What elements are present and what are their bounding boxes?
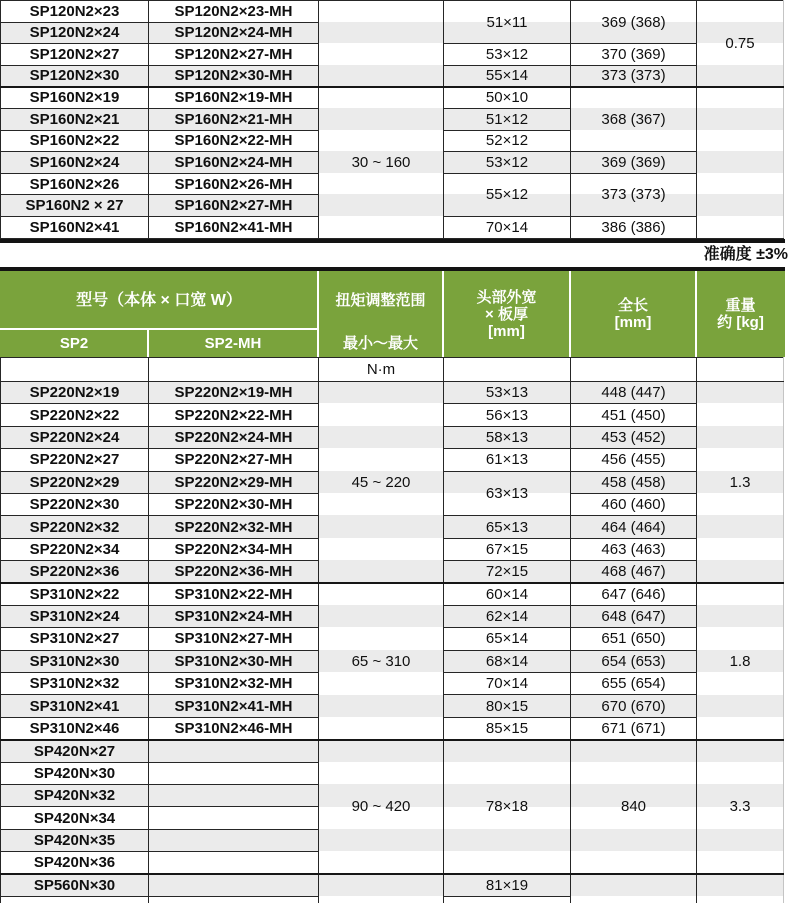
cell-length: 456 (455) [571, 449, 697, 471]
cell-sp2mh: SP310N2×24-MH [149, 605, 319, 627]
cell-length: 448 (447) [571, 382, 697, 404]
header-divider [569, 271, 571, 357]
cell-length: 655 (654) [571, 673, 697, 695]
header-model-group-title: 型号（本体 × 口宽 W） [76, 291, 242, 309]
cell-length: 369 (369) [571, 152, 697, 174]
cell-sp2: SP310N2×41 [1, 695, 149, 717]
cell-head: 58×13 [444, 426, 571, 448]
spec-table-main-body [0, 357, 785, 903]
cell-sp2: SP420N×34 [1, 807, 149, 829]
cell-length [571, 358, 697, 382]
cell-length: 670 (670) [571, 695, 697, 717]
cell-torque: 45 ~ 220 [319, 382, 444, 584]
cell-torque: 30 ~ 160 [319, 87, 444, 238]
cell-head: 61×13 [444, 449, 571, 471]
cell-weight: 1.8 [697, 583, 784, 740]
cell-weight [697, 87, 784, 238]
cell-sp2mh: SP220N2×22-MH [149, 404, 319, 426]
header-col-weight [696, 271, 785, 357]
cell-sp2mh [149, 874, 319, 896]
cell-length: 468 (467) [571, 561, 697, 583]
cell-sp2mh: SP220N2×24-MH [149, 426, 319, 448]
cell-torque: 90 ~ 420 [319, 740, 444, 874]
header-weight-line1: 重量 [725, 297, 756, 314]
cell-sp2mh [149, 785, 319, 807]
cell-sp2mh: SP310N2×22-MH [149, 583, 319, 605]
cell-sp2mh [149, 358, 319, 382]
cell-sp2mh [149, 852, 319, 874]
cell-sp2: SP120N2×30 [1, 65, 149, 87]
cell-torque [319, 874, 444, 903]
cell-length: 368 (367) [571, 87, 697, 152]
cell-head: 56×13 [444, 404, 571, 426]
cell-length: 386 (386) [571, 216, 697, 238]
cell-sp2: SP220N2×29 [1, 471, 149, 493]
cell-head: 51×11 [444, 1, 571, 44]
cell-length: 453 (452) [571, 426, 697, 448]
spec-table-main-grid [0, 357, 784, 903]
cell-length: 840 [571, 740, 697, 874]
cell-weight: 0.75 [697, 1, 784, 87]
cell-head: 55×12 [444, 173, 571, 216]
cell-sp2: SP420N×30 [1, 762, 149, 784]
cell-sp2: SP220N2×24 [1, 426, 149, 448]
cell-head [444, 896, 571, 903]
cell-weight [697, 358, 784, 382]
header-divider [317, 271, 319, 357]
cell-sp2: SP420N×36 [1, 852, 149, 874]
table-row [1, 358, 784, 382]
cell-length [571, 874, 697, 903]
header-col-torque-minmax: 最小～最大 [342, 334, 418, 352]
cell-head: 68×14 [444, 650, 571, 672]
cell-head: 72×15 [444, 561, 571, 583]
table-row [1, 382, 784, 404]
header-length-line1: 全长 [617, 297, 648, 314]
cell-head: 78×18 [444, 740, 571, 874]
cell-sp2mh: SP220N2×27-MH [149, 449, 319, 471]
cell-length: 458 (458) [571, 471, 697, 493]
cell-sp2mh: SP310N2×41-MH [149, 695, 319, 717]
cell-head: 65×14 [444, 628, 571, 650]
cell-head: 60×14 [444, 583, 571, 605]
header-col-head-size [443, 271, 570, 357]
cell-length: 671 (671) [571, 717, 697, 739]
table-row [1, 740, 784, 762]
cell-sp2: SP310N2×22 [1, 583, 149, 605]
cell-torque: 65 ~ 310 [319, 583, 444, 740]
cell-sp2 [1, 358, 149, 382]
header-col-sp2: SP2 [59, 334, 89, 352]
cell-sp2mh: SP160N2×27-MH [149, 195, 319, 217]
cell-sp2: SP120N2×24 [1, 22, 149, 44]
header-divider [695, 271, 697, 357]
cell-weight: 3.3 [697, 740, 784, 874]
cell-sp2: SP310N2×46 [1, 717, 149, 739]
cell-sp2: SP220N2×32 [1, 516, 149, 538]
cell-sp2mh: SP120N2×24-MH [149, 22, 319, 44]
cell-length: 370 (369) [571, 44, 697, 66]
header-col-torque-range: 扭矩调整范围 [335, 291, 426, 309]
cell-head: 50×10 [444, 87, 571, 109]
cell-sp2: SP220N2×36 [1, 561, 149, 583]
cell-head: 70×14 [444, 216, 571, 238]
cell-length: 654 (653) [571, 650, 697, 672]
cell-head: 51×12 [444, 108, 571, 130]
table-row [1, 583, 784, 605]
cell-torque [319, 1, 444, 87]
cell-sp2mh: SP160N2×26-MH [149, 173, 319, 195]
cell-sp2: SP310N2×30 [1, 650, 149, 672]
cell-sp2mh: SP120N2×23-MH [149, 1, 319, 23]
cell-head: 65×13 [444, 516, 571, 538]
cell-sp2: SP120N2×23 [1, 1, 149, 23]
cell-torque: N·m [319, 358, 444, 382]
cell-sp2mh: SP160N2×24-MH [149, 152, 319, 174]
cell-sp2: SP220N2×27 [1, 449, 149, 471]
cell-sp2mh [149, 896, 319, 903]
table-row [1, 87, 784, 109]
cell-sp2: SP310N2×24 [1, 605, 149, 627]
cell-sp2mh [149, 762, 319, 784]
cell-sp2mh [149, 829, 319, 851]
spec-table-top-body [0, 0, 785, 239]
cell-sp2: SP310N2×32 [1, 673, 149, 695]
cell-length: 647 (646) [571, 583, 697, 605]
cell-length: 451 (450) [571, 404, 697, 426]
cell-sp2: SP220N2×30 [1, 493, 149, 515]
cell-sp2: SP420N×35 [1, 829, 149, 851]
table-row [1, 874, 784, 896]
cell-weight: 1.3 [697, 382, 784, 584]
spec-table-main [0, 267, 785, 903]
cell-head: 55×14 [444, 65, 571, 87]
cell-head: 52×12 [444, 130, 571, 152]
cell-head: 80×15 [444, 695, 571, 717]
cell-sp2: SP160N2×19 [1, 87, 149, 109]
accuracy-note: 准确度 ±3% [703, 246, 788, 263]
cell-sp2: SP160N2×24 [1, 152, 149, 174]
cell-length: 373 (373) [571, 173, 697, 216]
cell-weight [697, 874, 784, 903]
cell-sp2mh: SP220N2×36-MH [149, 561, 319, 583]
cell-sp2mh: SP220N2×34-MH [149, 538, 319, 560]
cell-length: 464 (464) [571, 516, 697, 538]
header-length-line2: [mm] [614, 314, 652, 331]
cell-head [444, 358, 571, 382]
cell-sp2mh: SP220N2×19-MH [149, 382, 319, 404]
cell-head: 70×14 [444, 673, 571, 695]
table-row [1, 1, 784, 23]
cell-sp2mh: SP310N2×32-MH [149, 673, 319, 695]
cell-sp2: SP220N2×19 [1, 382, 149, 404]
cell-sp2mh: SP310N2×30-MH [149, 650, 319, 672]
cell-length: 369 (368) [571, 1, 697, 44]
header-head-line3: [mm] [488, 322, 525, 340]
cell-sp2: SP160N2×26 [1, 173, 149, 195]
cell-sp2mh: SP220N2×30-MH [149, 493, 319, 515]
cell-sp2mh: SP120N2×27-MH [149, 44, 319, 66]
cell-length: 460 (460) [571, 493, 697, 515]
cell-sp2: SP220N2×34 [1, 538, 149, 560]
cell-sp2: SP310N2×27 [1, 628, 149, 650]
cell-length: 463 (463) [571, 538, 697, 560]
cell-sp2mh: SP220N2×29-MH [149, 471, 319, 493]
cell-sp2mh: SP220N2×32-MH [149, 516, 319, 538]
header-col-length [570, 271, 696, 357]
cell-sp2: SP160N2×22 [1, 130, 149, 152]
cell-sp2mh: SP120N2×30-MH [149, 65, 319, 87]
cell-length: 373 (373) [571, 65, 697, 87]
cell-head: 63×13 [444, 471, 571, 516]
cell-sp2mh: SP310N2×27-MH [149, 628, 319, 650]
cell-head: 53×13 [444, 382, 571, 404]
cell-head: 53×12 [444, 44, 571, 66]
cell-sp2mh: SP160N2×21-MH [149, 108, 319, 130]
cell-head: 81×19 [444, 874, 571, 896]
cell-sp2: SP220N2×22 [1, 404, 149, 426]
cell-sp2: SP160N2 × 27 [1, 195, 149, 217]
header-weight-line2: 约 [kg] [717, 314, 764, 331]
cell-head: 62×14 [444, 605, 571, 627]
cell-head: 53×12 [444, 152, 571, 174]
cell-sp2: SP120N2×27 [1, 44, 149, 66]
cell-sp2mh [149, 807, 319, 829]
cell-length: 648 (647) [571, 605, 697, 627]
cell-sp2: SP160N2×41 [1, 216, 149, 238]
header-head-line1: 头部外宽 [476, 288, 537, 306]
cell-sp2 [1, 896, 149, 903]
spec-table-top [0, 0, 785, 243]
header-divider [147, 329, 149, 357]
cell-sp2mh: SP160N2×19-MH [149, 87, 319, 109]
cell-head: 67×15 [444, 538, 571, 560]
cell-sp2: SP160N2×21 [1, 108, 149, 130]
spec-table-top-grid [0, 0, 784, 239]
header-head-line2: × 板厚 [485, 305, 528, 323]
cell-sp2mh [149, 740, 319, 762]
header-divider [0, 328, 318, 330]
cell-sp2: SP560N×30 [1, 874, 149, 896]
cell-sp2: SP420N×27 [1, 740, 149, 762]
cell-sp2mh: SP160N2×22-MH [149, 130, 319, 152]
cell-sp2mh: SP160N2×41-MH [149, 216, 319, 238]
cell-length: 651 (650) [571, 628, 697, 650]
cell-sp2: SP420N×32 [1, 785, 149, 807]
header-col-sp2mh: SP2-MH [204, 334, 262, 352]
header-divider [442, 271, 444, 357]
cell-head: 85×15 [444, 717, 571, 739]
cell-sp2mh: SP310N2×46-MH [149, 717, 319, 739]
table-header [0, 271, 785, 357]
